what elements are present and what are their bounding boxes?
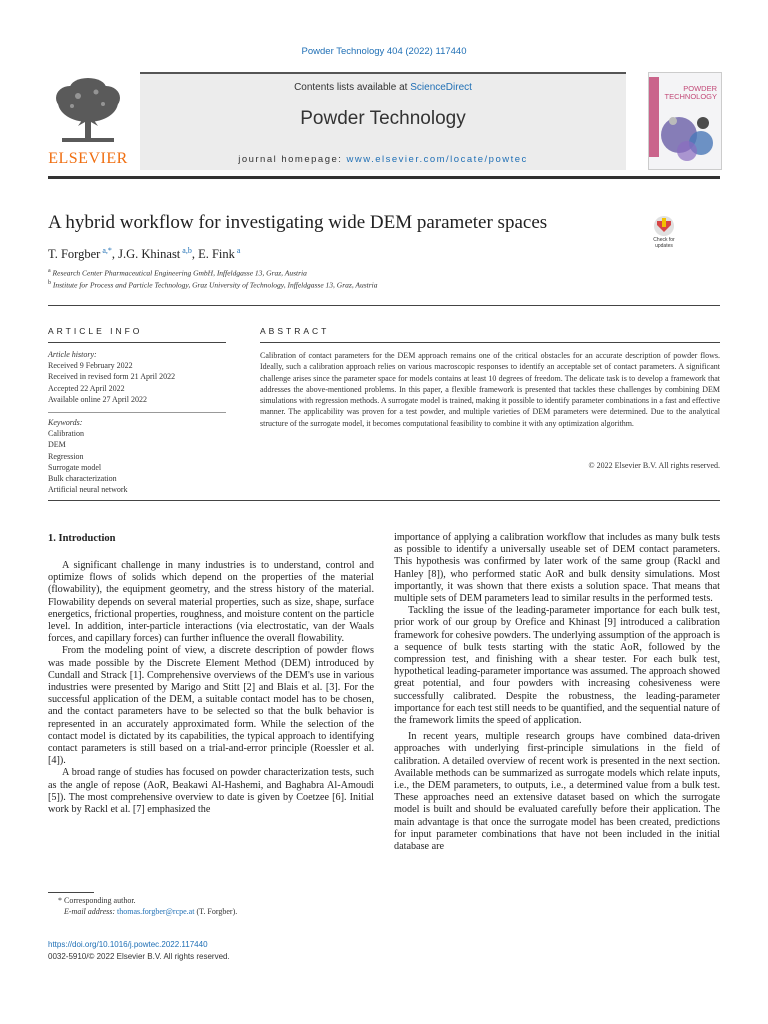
crossmark-label: Check for updates [653,237,675,249]
sciencedirect-link[interactable]: ScienceDirect [410,82,472,93]
author-affiliation-marker[interactable]: a,b [182,246,192,255]
contents-lists-line [140,82,626,93]
body-paragraph: A broad range of studies has focused on powder characterization tests, such as the angle of repose (AoR, Beakawi Al-Hashemi, and Baghabra Al-Amoudi [5]). The most comprehensive overview to date is given by Coetzee [6]. Initial work by Rackl et al. [7] emphasized the [48,767,374,816]
email-suffix: (T. Forgber). [194,907,238,916]
cover-title: POWDER TECHNOLOGY [664,84,717,101]
history-label: Article history: [48,350,97,359]
keyword: Artificial neural network [48,485,128,495]
affiliation [48,280,378,290]
affiliation-marker: b [48,280,51,286]
crossmark-icon [646,214,682,238]
elsevier-logo [48,76,128,168]
affiliation [48,268,307,278]
tree-icon [48,76,128,148]
journal-masthead [140,72,626,170]
corresponding-author-note [58,896,136,905]
author-separator: , [111,247,119,262]
author-name[interactable]: J.G. Khinast [118,247,181,262]
divider [48,500,720,501]
keywords-label: Keywords: [48,418,83,427]
homepage-prefix: journal homepage: [238,154,347,165]
doi-link[interactable]: https://doi.org/10.1016/j.powtec.2022.117440 [48,940,208,949]
corresponding-author-text: Corresponding author. [64,896,136,905]
keyword: Surrogate model [48,462,102,472]
body-paragraph: importance of applying a calibration workflow that includes as many bulk tests as possible to identify a universally useable set of DEM contact parameters. This hypothesis was confirmed by later work of the same group (Rackl and Hanley [8]), who performed static AoR and bulk density simulations. Most importantly, it was shown that there exists a solution space. That means that multiple sets of DEM parameters lead to similar results in the performed tests. [394,532,720,605]
email-label: E-mail address: [64,907,118,916]
abstract-heading: ABSTRACT [260,326,330,336]
author-affiliation-marker[interactable]: a,* [102,246,112,255]
history-entry: Accepted 22 April 2022 [48,383,125,393]
header-rule [48,176,720,179]
contents-prefix: Contents lists available at [294,82,411,93]
abstract-text: Calibration of contact parameters for the DEM approach remains one of the critical obstacles for an accurate description of powder flows. Ideally, such a calibration approach relies on various macroscopic responses to identify an acceptable set of contact parameters. A significant challenge arises since the parameter space for models contains at least 10 degrees of freedom. The delicate task is to develop a framework that addresses the above-mentioned problems. In this paper, a flexible framework is presented that tackles these challenges by combining DEM simulations with regression methods. A surrogate model is trained, making it possible to identify parameter combinations in a fast and effective manner. The applicability was proven for a test powder, and multiple varieties of DEM parameters were determined. Due to the analytical structure of the surrogate model, it becomes computational feasibility to combine it with any optimization algorithm. [260,351,720,428]
journal-homepage-line [140,154,626,165]
body-paragraph: A significant challenge in many industries is to understand, control and optimize flows of solids which depend on the properties of the material (flowability), the equipment geometry, and the stress history of the material. Flowability depends on several material properties, such as size, shape, surface energetics, frictional properties, roughness, and moisture content on the particle level. In addition, inter-particle interactions (via electrostatic, van der Waals forces, and capillary forces) can further influence the overall flowability. [48,560,374,645]
email-note [64,907,237,916]
article-title: A hybrid workflow for investigating wide DEM parameter spaces [48,212,548,233]
elsevier-wordmark: ELSEVIER [48,150,128,167]
author-name[interactable]: T. Forgber [48,247,101,262]
cover-artwork-icon [649,73,721,169]
body-paragraph: From the modeling point of view, a discrete description of powder flows was made possible by the Discrete Element Method (DEM) introduced by Cundall and Strack [1]. Comprehensive overviews of the DEM's use in various industries were presented by Marigo and Stitt [2] and Blais et al. [3]. For the successful application of the DEM, a suitable contact model has to be chosen, and the contact parameters have to be selected so that the bulk behavior is represented in an accurately approximated form. While the selection of the contact model is dictated by its capabilities, the typical approach to identifying contact parameters is still based on a trial-and-error principle (Roessler et al. [4]). [48,645,374,767]
history-entry: Received 9 February 2022 [48,361,133,371]
footnote-marker: * [58,896,64,905]
keyword: DEM [48,440,66,450]
author-separator: , [191,247,199,262]
crossmark-badge[interactable] [646,214,682,254]
issn-line: 0032-5910/© 2022 Elsevier B.V. All rights reserved. [48,952,230,961]
keyword: Calibration [48,429,84,439]
article-info-heading: ARTICLE INFO [48,326,143,336]
article-history [48,349,226,405]
author-name[interactable]: E. Fink [198,247,235,262]
body-column-right [394,532,720,853]
journal-title: Powder Technology [300,108,466,129]
history-entry: Received in revised form 21 April 2022 [48,372,176,382]
keywords-list [48,417,226,495]
divider [260,342,720,343]
divider [48,412,226,413]
affiliation-marker: a [48,268,51,274]
section-heading: 1. Introduction [48,533,116,544]
journal-homepage-link[interactable]: www.elsevier.com/locate/powtec [346,154,528,165]
divider [48,305,720,306]
journal-cover-thumbnail[interactable] [648,72,722,170]
abstract-copyright: © 2022 Elsevier B.V. All rights reserved. [588,461,720,470]
body-paragraph: Tackling the issue of the leading-parameter importance for each bulk test, prior work of our group by Orefice and Khinast [9] introduced a calibration framework for cohesive powders. The underlying assumption of the approach is a sequence of bulk tests starting with the static AoR, followed by the compression test, and finishing with a shear tester. For each bulk test, hypothetical leading-parameter importance was assumed. The approach showed great potential, and four powders with increasing cohesiveness were successfully calibrated. Despite the robustness, the leading-parameter importance for each test still needs to be quantified, and the sequential nature of the framework limits the speed of application. [394,605,721,727]
affiliation-text: Research Center Pharmaceutical Engineering GmbH, Inffeldgasse 13, Graz, Austria [52,268,307,278]
divider [48,342,226,343]
body-paragraph: In recent years, multiple research groups have combined data-driven approaches with underlying first-principle simulations in the field of calibration. A detailed overview of recent work is presented in the next section. Available methods can be summarized as surrogate models which relate inputs, i.e., the DEM parameters, to outputs, i.e., a determined value from a bulk test. These approaches need an extensive dataset based on which the surrogate model is built and should be evaluated carefully before their application. The main advantage is that once the surrogate model has been created, predictions for input parameter combinations that have not been included in the initial database are [394,731,720,853]
email-link[interactable]: thomas.forgber@rcpe.at [117,907,195,916]
body-column-left [48,560,374,816]
history-entry: Available online 27 April 2022 [48,394,147,404]
affiliation-text: Institute for Process and Particle Technology, Graz University of Technology, Inffeldgasse 13, Graz, Austria [52,280,378,290]
author-list [48,246,240,262]
keyword: Bulk characterization [48,474,117,484]
journal-reference-link[interactable]: Powder Technology 404 (2022) 117440 [301,46,467,57]
footnote-rule [48,892,94,893]
author-affiliation-marker[interactable]: a [236,246,241,255]
keyword: Regression [48,451,84,461]
